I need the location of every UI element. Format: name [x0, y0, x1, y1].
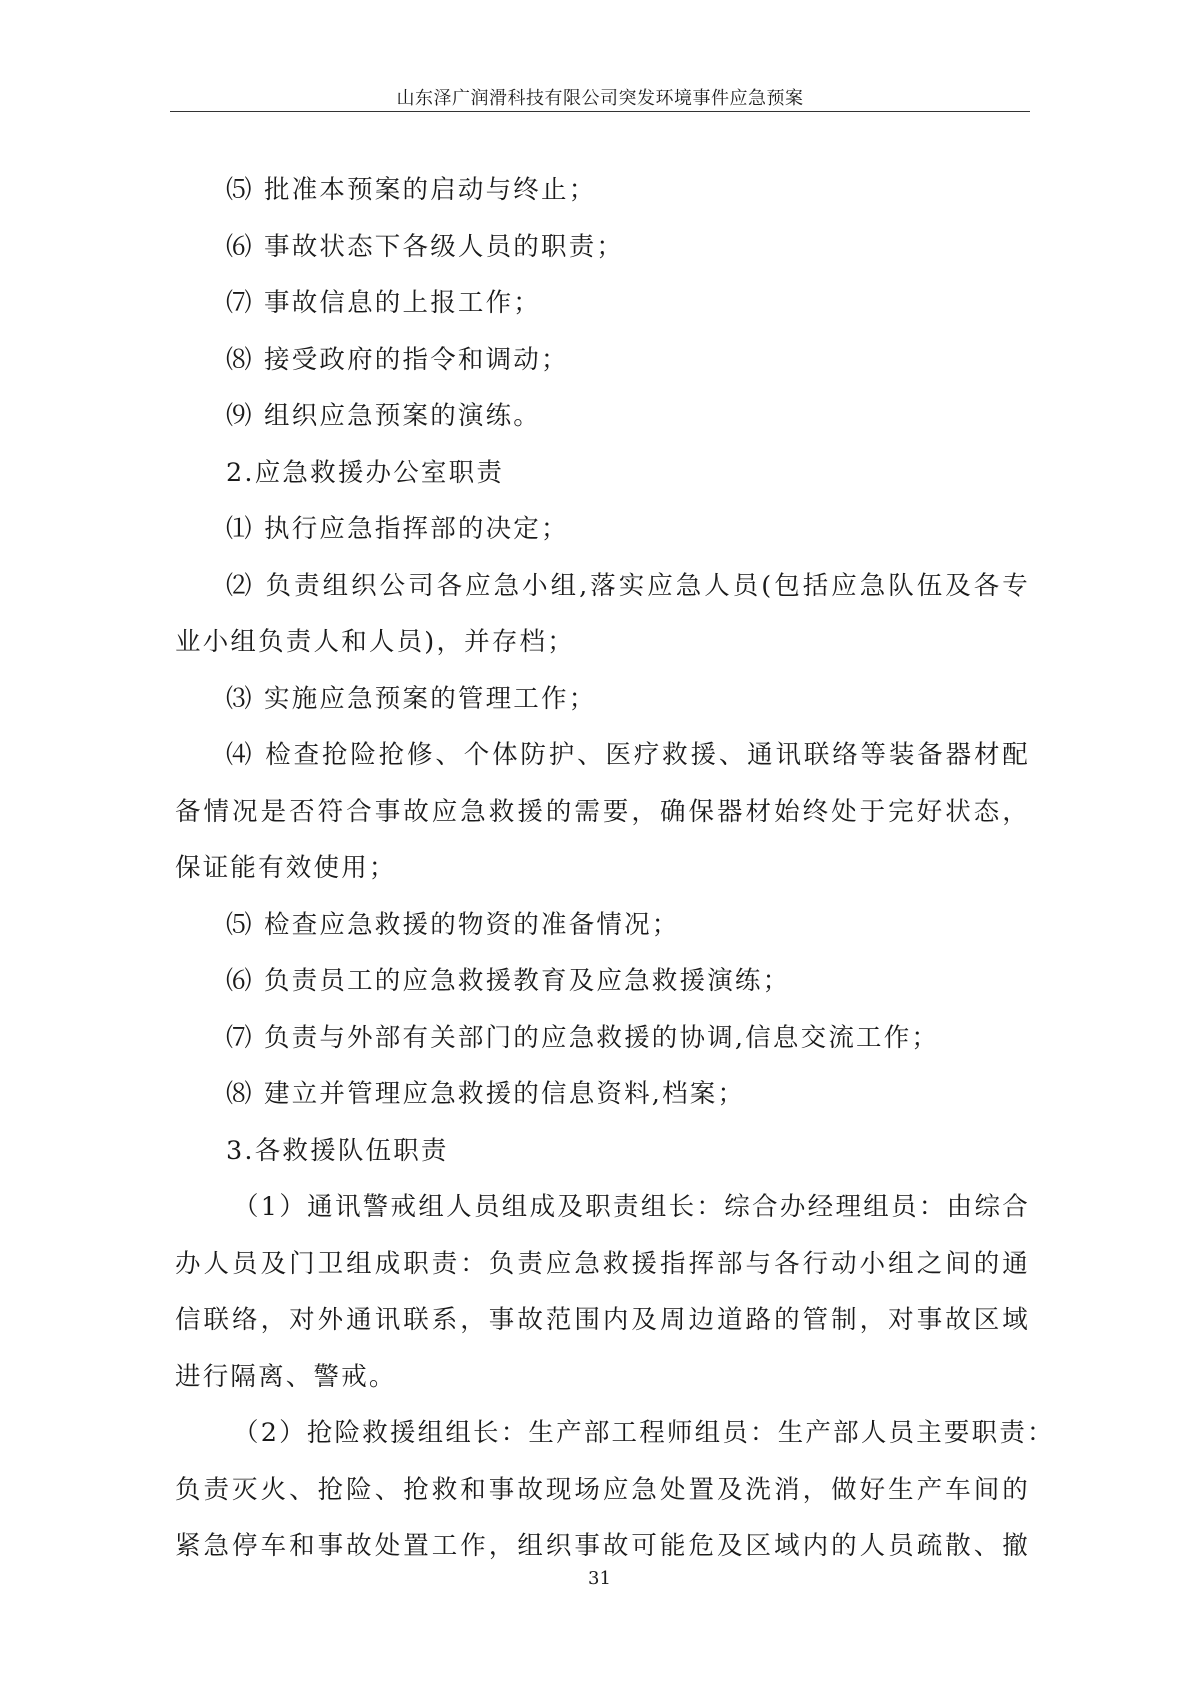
paragraph-communication-team: （1）通讯警戒组人员组成及职责组长：综合办经理组员：由综合: [233, 1192, 1030, 1222]
section-heading-team-duties: 3.各救援队伍职责: [226, 1135, 449, 1166]
list-item-2: ⑵ 负责组织公司各应急小组,落实应急人员(包括应急队伍及各专: [226, 570, 1030, 601]
page-number: 31: [588, 1568, 611, 1589]
paragraph-communication-team-continued: 办人员及门卫组成职责：负责应急救援指挥部与各行动小组之间的通: [175, 1248, 1030, 1279]
document-body: [175, 162, 1055, 1575]
list-item-6: ⑹ 事故状态下各级人员的职责；: [226, 231, 625, 262]
list-item-5: ⑸ 批准本预案的启动与终止；: [226, 175, 597, 205]
list-item-8: ⑻ 接受政府的指令和调动；: [226, 344, 569, 375]
list-item-2-continued: 业小组负责人和人员)，并存档；: [175, 627, 575, 657]
list-item-8b: ⑻ 建立并管理应急救援的信息资料,档案；: [226, 1079, 746, 1109]
list-item-7: ⑺ 事故信息的上报工作；: [226, 288, 542, 318]
paragraph-communication-team-continued-3: 进行隔离、警戒。: [175, 1361, 397, 1392]
paragraph-rescue-team-continued: 负责灭火、抢险、抢救和事故现场应急处置及洗消，做好生产车间的: [175, 1474, 1030, 1505]
header-divider: [170, 111, 1030, 112]
list-item-4: ⑷ 检查抢险抢修、个体防护、医疗救援、通讯联络等装备器材配: [226, 740, 1030, 770]
paragraph-rescue-team: （2）抢险救援组组长：生产部工程师组员：生产部人员主要职责：: [233, 1418, 1055, 1448]
list-item-4-continued-2: 保证能有效使用；: [175, 853, 397, 883]
paragraph-communication-team-continued-2: 信联络，对外通讯联系，事故范围内及周边道路的管制，对事故区域: [175, 1305, 1030, 1335]
paragraph-rescue-team-continued-2: 紧急停车和事故处置工作，组织事故可能危及区域内的人员疏散、撤: [175, 1531, 1030, 1561]
list-item-9: ⑼ 组织应急预案的演练。: [226, 401, 542, 431]
list-item-3: ⑶ 实施应急预案的管理工作；: [226, 683, 597, 714]
list-item-6b: ⑹ 负责员工的应急救援教育及应急救援演练；: [226, 966, 791, 996]
list-item-4-continued: 备情况是否符合事故应急救援的需要，确保器材始终处于完好状态，: [175, 796, 1030, 827]
document-header-title: 山东泽广润滑科技有限公司突发环境事件应急预案: [396, 88, 804, 109]
list-item-7b: ⑺ 负责与外部有关部门的应急救援的协调,信息交流工作；: [226, 1022, 940, 1053]
list-item-1: ⑴ 执行应急指挥部的决定；: [226, 514, 569, 544]
section-heading-office-duties: 2.应急救援办公室职责: [226, 457, 505, 488]
list-item-5b: ⑸ 检查应急救援的物资的准备情况；: [226, 909, 680, 940]
